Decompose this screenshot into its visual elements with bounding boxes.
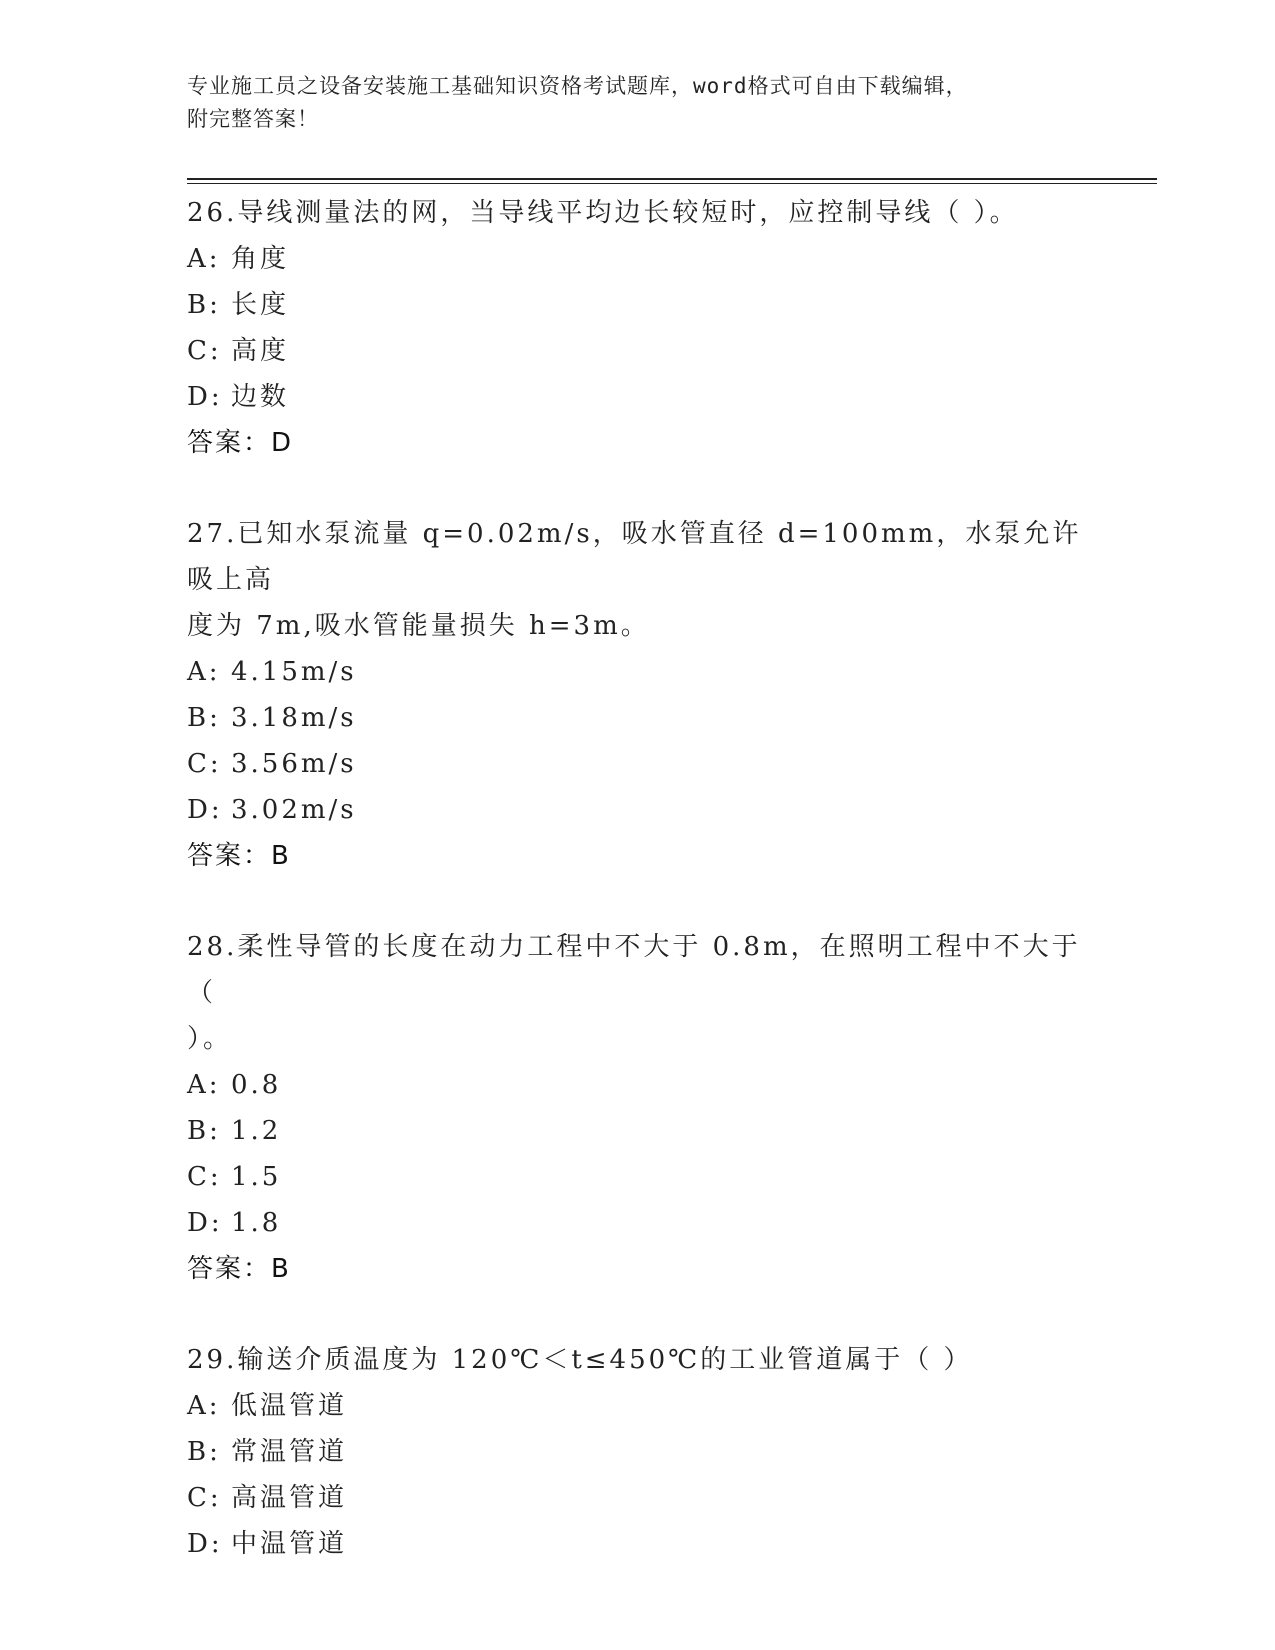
option-line: [187, 787, 1087, 833]
option-text: 角度: [231, 244, 290, 274]
option-letter: D:: [187, 1529, 223, 1559]
option-line: [187, 1200, 1087, 1246]
question-block: [187, 924, 1087, 1292]
option-line: [187, 374, 1087, 420]
option-letter: A:: [187, 244, 221, 274]
option-text: 0.8: [231, 1070, 282, 1100]
option-text: 1.2: [231, 1116, 282, 1146]
option-line: [187, 695, 1087, 741]
question-stem: 28.柔性导管的长度在动力工程中不大于 0.8m，在照明工程中不大于（: [187, 932, 1081, 1008]
option-text: 中温管道: [231, 1529, 348, 1559]
option-line: [187, 1521, 1087, 1567]
option-letter: B:: [187, 1437, 221, 1467]
option-line: [187, 328, 1087, 374]
option-line: [187, 1062, 1087, 1108]
option-text: 边数: [231, 382, 290, 412]
option-text: 1.8: [231, 1208, 282, 1238]
option-text: 3.18m/s: [231, 703, 357, 733]
question-list: [187, 190, 1087, 1612]
option-line: [187, 236, 1087, 282]
question-stem: 27.已知水泵流量 q=0.02m/s，吸水管直径 d=100mm，水泵允许吸上高: [187, 519, 1082, 595]
option-letter: B:: [187, 290, 221, 320]
option-line: [187, 649, 1087, 695]
option-letter: A:: [187, 657, 221, 687]
option-line: [187, 282, 1087, 328]
option-line: [187, 1108, 1087, 1154]
option-letter: A:: [187, 1391, 221, 1421]
option-letter: D:: [187, 1208, 223, 1238]
question-stem: 26.导线测量法的网，当导线平均边长较短时，应控制导线（ ）。: [187, 198, 1019, 228]
option-letter: B:: [187, 703, 221, 733]
question-stem: 度为 7m,吸水管能量损失 h=3m。: [187, 611, 650, 641]
answer-line: 答案：B: [187, 841, 291, 871]
option-text: 3.02m/s: [231, 795, 357, 825]
question-block: [187, 1337, 1087, 1567]
option-line: [187, 741, 1087, 787]
option-text: 低温管道: [231, 1391, 348, 1421]
header-line-1: 专业施工员之设备安装施工基础知识资格考试题库，word格式可自由下载编辑，: [187, 74, 968, 98]
option-letter: C:: [187, 749, 222, 779]
option-letter: B:: [187, 1116, 221, 1146]
question-stem: 29.输送介质温度为 120℃＜t≤450℃的工业管道属于（ ）: [187, 1345, 973, 1375]
question-stem: ）。: [187, 1024, 233, 1054]
option-line: [187, 1429, 1087, 1475]
option-letter: A:: [187, 1070, 221, 1100]
answer-line: 答案：D: [187, 428, 294, 458]
option-line: [187, 1383, 1087, 1429]
option-text: 1.5: [231, 1162, 282, 1192]
document-header: [187, 70, 1087, 136]
option-text: 3.56m/s: [231, 749, 357, 779]
option-letter: C:: [187, 1162, 222, 1192]
header-line-2: 附完整答案！: [187, 107, 319, 131]
option-text: 4.15m/s: [231, 657, 357, 687]
question-block: [187, 190, 1087, 466]
option-line: [187, 1154, 1087, 1200]
question-block: [187, 511, 1087, 879]
option-letter: D:: [187, 795, 223, 825]
option-text: 常温管道: [231, 1437, 348, 1467]
option-letter: C:: [187, 1483, 222, 1513]
option-letter: C:: [187, 336, 222, 366]
option-text: 高度: [231, 336, 290, 366]
option-letter: D:: [187, 382, 223, 412]
option-line: [187, 1475, 1087, 1521]
option-text: 高温管道: [231, 1483, 348, 1513]
header-divider: [187, 178, 1157, 184]
option-text: 长度: [231, 290, 290, 320]
answer-line: 答案：B: [187, 1254, 291, 1284]
